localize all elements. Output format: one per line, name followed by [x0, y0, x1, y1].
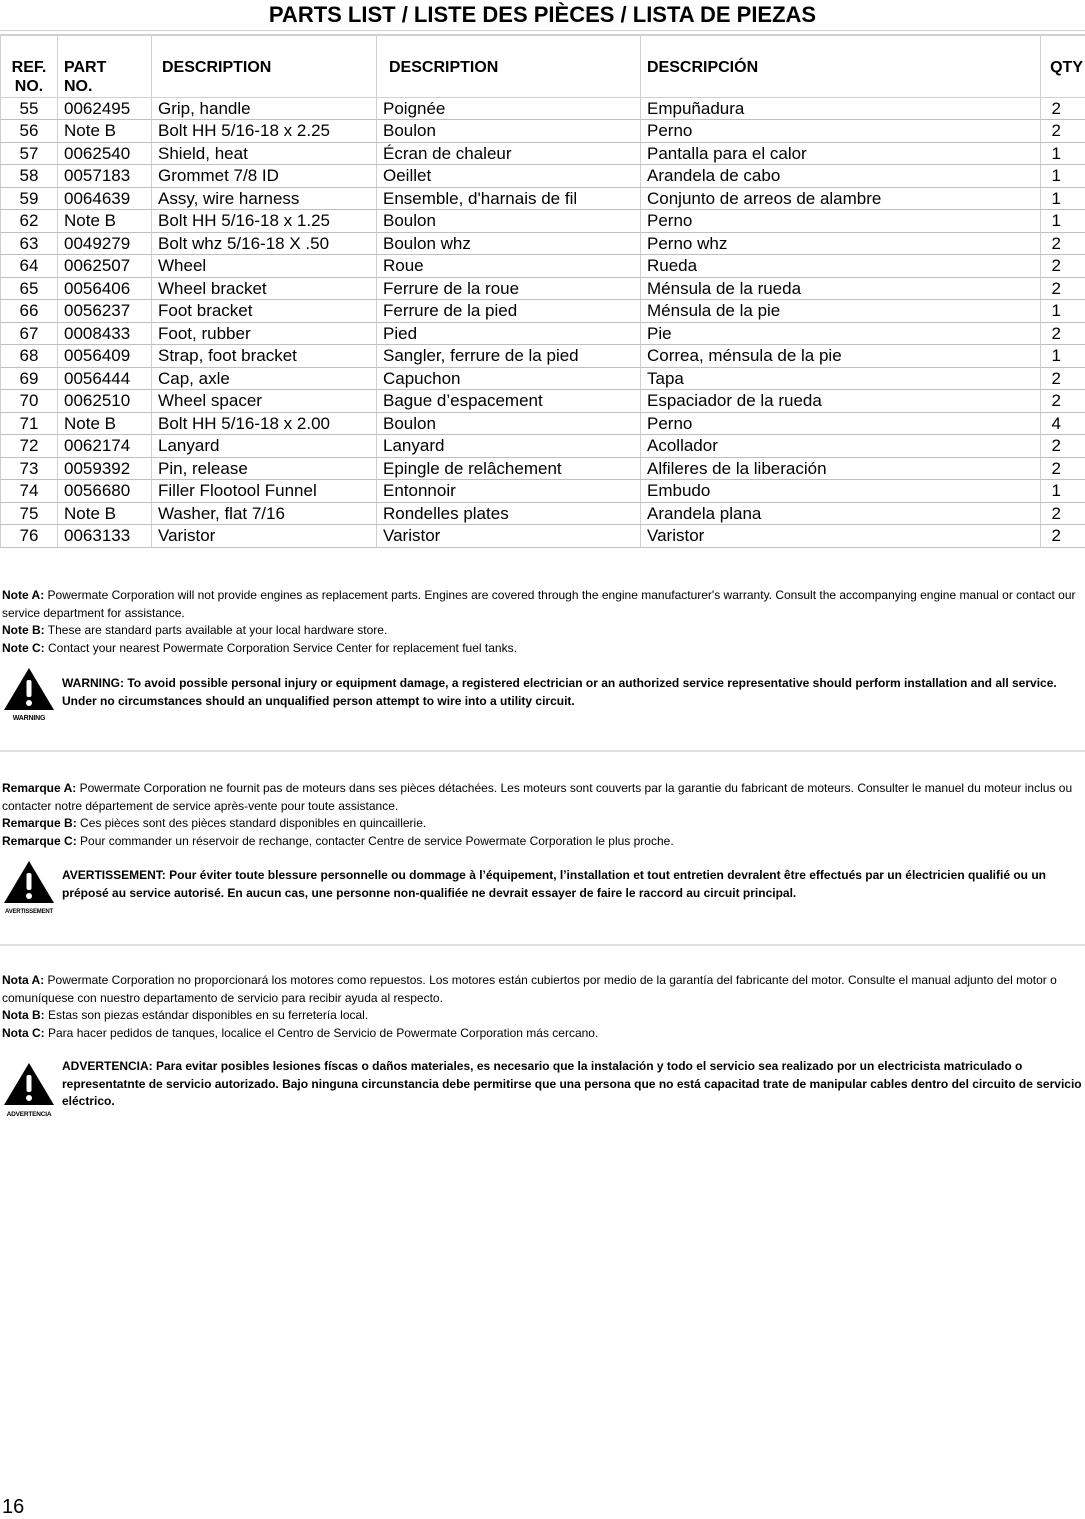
- table-row: [1, 480, 1085, 503]
- ref-no-cell: 73: [1, 457, 58, 480]
- description-fr-cell: Ferrure de la roue: [377, 277, 641, 300]
- table-row: [1, 435, 1085, 458]
- description-es-cell: Tapa: [641, 367, 1041, 390]
- ref-no-cell: 65: [1, 277, 58, 300]
- description-es-cell: Arandela plana: [641, 502, 1041, 525]
- description-fr-cell: Poignée: [377, 97, 641, 120]
- description-fr-cell: Epingle de relâchement: [377, 457, 641, 480]
- description-en-cell: Wheel spacer: [152, 390, 377, 413]
- ref-no-cell: 74: [1, 480, 58, 503]
- description-es-cell: Acollador: [641, 435, 1041, 458]
- table-row: [1, 255, 1085, 278]
- qty-cell: 2: [1041, 120, 1085, 143]
- qty-cell: 2: [1041, 502, 1085, 525]
- description-en-cell: Shield, heat: [152, 142, 377, 165]
- table-row: [1, 120, 1085, 143]
- description-fr-cell: Rondelles plates: [377, 502, 641, 525]
- qty-cell: 1: [1041, 165, 1085, 188]
- table-row: [1, 210, 1085, 233]
- table-row: [1, 300, 1085, 323]
- ref-no-cell: 63: [1, 232, 58, 255]
- qty-cell: 1: [1041, 345, 1085, 368]
- description-es-cell: Correa, ménsula de la pie: [641, 345, 1041, 368]
- notes-spanish: [2, 972, 1082, 1042]
- warning-icon: WARNING: [0, 666, 58, 722]
- part-no-cell: Note B: [58, 502, 152, 525]
- description-fr-cell: Varistor: [377, 525, 641, 548]
- qty-cell: 2: [1041, 390, 1085, 413]
- qty-cell: 2: [1041, 255, 1085, 278]
- table-row: [1, 142, 1085, 165]
- description-en-cell: Bolt HH 5/16-18 x 2.25: [152, 120, 377, 143]
- description-fr-cell: Roue: [377, 255, 641, 278]
- part-no-cell: 0056237: [58, 300, 152, 323]
- note-c: Note C: Contact your nearest Powermate Corporation Service Center for replacement fuel tanks.: [2, 640, 1082, 658]
- avertissement-icon: AVERTISSEMENT: [0, 858, 58, 915]
- description-fr-cell: Capuchon: [377, 367, 641, 390]
- table-row: [1, 97, 1085, 120]
- ref-no-cell: 75: [1, 502, 58, 525]
- ref-no-cell: 70: [1, 390, 58, 413]
- qty-cell: 2: [1041, 525, 1085, 548]
- description-fr-cell: Boulon: [377, 120, 641, 143]
- qty-cell: 2: [1041, 232, 1085, 255]
- table-row: [1, 390, 1085, 413]
- section-divider: [0, 944, 1085, 946]
- part-no-cell: 0063133: [58, 525, 152, 548]
- part-no-cell: 0056680: [58, 480, 152, 503]
- avertissement-text: AVERTISSEMENT: Pour éviter toute blessure personnelle ou dommage à l’équipement, l’installation et tout entretien devralent être effectués par un électricien qualifié ou un préposé au service autorisé. En aucun cas, une personne non-qualifiée ne devrait essayer de faire le raccord au circuit principal.: [62, 867, 1082, 902]
- part-no-cell: 0059392: [58, 457, 152, 480]
- description-es-cell: Ménsula de la rueda: [641, 277, 1041, 300]
- parts-table: [0, 34, 1085, 548]
- description-en-cell: Filler Flootool Funnel: [152, 480, 377, 503]
- description-fr-cell: Boulon whz: [377, 232, 641, 255]
- qty-cell: 2: [1041, 277, 1085, 300]
- section-divider: [0, 750, 1085, 752]
- ref-no-cell: 57: [1, 142, 58, 165]
- part-no-cell: 0049279: [58, 232, 152, 255]
- ref-no-cell: 62: [1, 210, 58, 233]
- description-en-cell: Washer, flat 7/16: [152, 502, 377, 525]
- part-no-cell: 0062495: [58, 97, 152, 120]
- description-es-cell: Perno: [641, 210, 1041, 233]
- description-fr-cell: Écran de chaleur: [377, 142, 641, 165]
- table-row: [1, 232, 1085, 255]
- description-en-cell: Varistor: [152, 525, 377, 548]
- advertencia-text: ADVERTENCIA: Para evitar posibles lesiones físcas o daños materiales, es necesario que la instalación y todo el servicio sea realizado por un electricista matriculado o representatnte de servicio autorizado. Bajo ninguna circunstancia debe permitirse que una persona que no está capacitad trate de manipular cables dentro del circuito de servicio eléctrico.: [62, 1058, 1082, 1111]
- note-a: Note A: Powermate Corporation will not provide engines as replacement parts. Engines are covered through the engine manufacturer's warranty. Consult the accompanying engine manual or contact our service department for assistance.: [2, 587, 1082, 622]
- qty-cell: 4: [1041, 412, 1085, 435]
- part-no-cell: Note B: [58, 120, 152, 143]
- description-es-cell: Perno: [641, 120, 1041, 143]
- part-no-cell: Note B: [58, 210, 152, 233]
- table-row: [1, 367, 1085, 390]
- description-fr-cell: Ensemble, d'harnais de fil: [377, 187, 641, 210]
- part-no-cell: 0056444: [58, 367, 152, 390]
- qty-cell: 1: [1041, 480, 1085, 503]
- qty-cell: 2: [1041, 435, 1085, 458]
- qty-cell: 2: [1041, 97, 1085, 120]
- table-row: [1, 187, 1085, 210]
- nota-a: Nota A: Powermate Corporation no proporcionará los motores como repuestos. Los motores están cubiertos por medio de la garantía del fabricante del motor. Consulte el manual adjunto del motor o comuníquese con nuestro departamento de servicio para recibir ayuda al respecto.: [2, 972, 1082, 1007]
- description-es-cell: Pie: [641, 322, 1041, 345]
- notes-english: [2, 587, 1082, 657]
- description-fr-cell: Boulon: [377, 412, 641, 435]
- ref-no-cell: 68: [1, 345, 58, 368]
- description-es-cell: Rueda: [641, 255, 1041, 278]
- part-no-cell: 0062507: [58, 255, 152, 278]
- nota-c: Nota C: Para hacer pedidos de tanques, localice el Centro de Servicio de Powermate Corporation más cercano.: [2, 1025, 1082, 1043]
- description-fr-cell: Pied: [377, 322, 641, 345]
- description-en-cell: Grommet 7/8 ID: [152, 165, 377, 188]
- description-en-cell: Bolt HH 5/16-18 x 1.25: [152, 210, 377, 233]
- ref-no-cell: 71: [1, 412, 58, 435]
- table-row: [1, 525, 1085, 548]
- description-fr-cell: Lanyard: [377, 435, 641, 458]
- description-es-cell: Conjunto de arreos de alambre: [641, 187, 1041, 210]
- description-fr-cell: Entonnoir: [377, 480, 641, 503]
- table-row: [1, 322, 1085, 345]
- ref-no-cell: 69: [1, 367, 58, 390]
- description-fr-cell: Sangler, ferrure de la pied: [377, 345, 641, 368]
- part-no-cell: 0056409: [58, 345, 152, 368]
- qty-cell: 1: [1041, 210, 1085, 233]
- description-en-cell: Bolt whz 5/16-18 X .50: [152, 232, 377, 255]
- ref-no-cell: 66: [1, 300, 58, 323]
- table-header-row: [1, 35, 1085, 97]
- table-row: [1, 502, 1085, 525]
- ref-no-cell: 56: [1, 120, 58, 143]
- ref-no-cell: 59: [1, 187, 58, 210]
- header-description-fr: DESCRIPTION: [377, 35, 641, 97]
- description-es-cell: Perno whz: [641, 232, 1041, 255]
- description-en-cell: Pin, release: [152, 457, 377, 480]
- description-fr-cell: Bague d’espacement: [377, 390, 641, 413]
- remarque-a: Remarque A: Powermate Corporation ne fournit pas de moteurs dans ses pièces détachées. Les moteurs sont couverts par la garantie du fabricant de moteurs. Consulter le manuel du moteur inclus ou contacter notre département de service après-vente pour toute assistance.: [2, 780, 1082, 815]
- description-en-cell: Grip, handle: [152, 97, 377, 120]
- part-no-cell: 0064639: [58, 187, 152, 210]
- table-row: [1, 165, 1085, 188]
- description-en-cell: Wheel: [152, 255, 377, 278]
- description-es-cell: Espaciador de la rueda: [641, 390, 1041, 413]
- warning-text: WARNING: To avoid possible personal injury or equipment damage, a registered electrician or an authorized service representative should perform installation and all service. Under no circumstances should an unqualified person attempt to wire into a utility circuit.: [62, 675, 1082, 710]
- description-en-cell: Wheel bracket: [152, 277, 377, 300]
- remarque-b: Remarque B: Ces pièces sont des pièces standard disponibles en quincaillerie.: [2, 815, 1082, 833]
- description-es-cell: Perno: [641, 412, 1041, 435]
- qty-cell: 2: [1041, 322, 1085, 345]
- qty-cell: 1: [1041, 142, 1085, 165]
- notes-french: [2, 780, 1082, 850]
- page-title: PARTS LIST / LISTE DES PIÈCES / LISTA DE PIEZAS: [0, 0, 1085, 31]
- description-en-cell: Assy, wire harness: [152, 187, 377, 210]
- ref-no-cell: 67: [1, 322, 58, 345]
- description-fr-cell: Oeillet: [377, 165, 641, 188]
- advertencia-icon: ADVERTENCIA: [0, 1060, 58, 1118]
- description-fr-cell: Ferrure de la pied: [377, 300, 641, 323]
- qty-cell: 2: [1041, 367, 1085, 390]
- description-es-cell: Arandela de cabo: [641, 165, 1041, 188]
- description-es-cell: Alfileres de la liberación: [641, 457, 1041, 480]
- description-en-cell: Strap, foot bracket: [152, 345, 377, 368]
- ref-no-cell: 72: [1, 435, 58, 458]
- description-es-cell: Embudo: [641, 480, 1041, 503]
- ref-no-cell: 55: [1, 97, 58, 120]
- description-fr-cell: Boulon: [377, 210, 641, 233]
- part-no-cell: 0008433: [58, 322, 152, 345]
- description-en-cell: Bolt HH 5/16-18 x 2.00: [152, 412, 377, 435]
- description-es-cell: Varistor: [641, 525, 1041, 548]
- note-b: Note B: These are standard parts available at your local hardware store.: [2, 622, 1082, 640]
- header-qty: QTY: [1041, 35, 1085, 97]
- part-no-cell: 0062174: [58, 435, 152, 458]
- description-en-cell: Foot bracket: [152, 300, 377, 323]
- qty-cell: 1: [1041, 187, 1085, 210]
- description-es-cell: Ménsula de la pie: [641, 300, 1041, 323]
- header-part-no: PART NO.: [58, 35, 152, 97]
- description-en-cell: Foot, rubber: [152, 322, 377, 345]
- table-row: [1, 277, 1085, 300]
- ref-no-cell: 58: [1, 165, 58, 188]
- table-row: [1, 345, 1085, 368]
- part-no-cell: 0056406: [58, 277, 152, 300]
- qty-cell: 2: [1041, 457, 1085, 480]
- header-ref-no: REF. NO.: [1, 35, 58, 97]
- header-description-en: DESCRIPTION: [152, 35, 377, 97]
- ref-no-cell: 64: [1, 255, 58, 278]
- part-no-cell: 0062540: [58, 142, 152, 165]
- table-row: [1, 412, 1085, 435]
- description-en-cell: Lanyard: [152, 435, 377, 458]
- ref-no-cell: 76: [1, 525, 58, 548]
- description-es-cell: Pantalla para el calor: [641, 142, 1041, 165]
- header-description-es: DESCRIPCIÓN: [641, 35, 1041, 97]
- nota-b: Nota B: Estas son piezas estándar disponibles en su ferretería local.: [2, 1007, 1082, 1025]
- description-es-cell: Empuñadura: [641, 97, 1041, 120]
- table-row: [1, 457, 1085, 480]
- part-no-cell: 0057183: [58, 165, 152, 188]
- page-number: 16: [2, 1496, 24, 1519]
- qty-cell: 1: [1041, 300, 1085, 323]
- remarque-c: Remarque C: Pour commander un réservoir de rechange, contacter Centre de service Powermate Corporation le plus proche.: [2, 833, 1082, 851]
- part-no-cell: Note B: [58, 412, 152, 435]
- part-no-cell: 0062510: [58, 390, 152, 413]
- description-en-cell: Cap, axle: [152, 367, 377, 390]
